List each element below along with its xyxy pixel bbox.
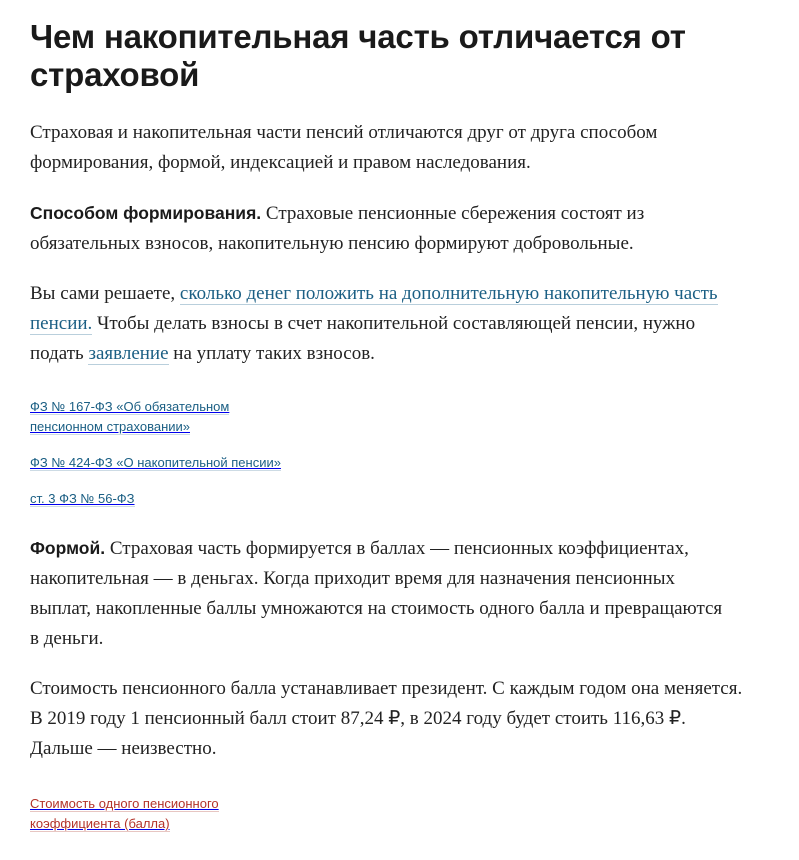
law-ref-56-fz-text: ст. 3 ФЗ № 56-ФЗ (30, 491, 135, 506)
section-heading: Чем накопительная часть отличается от страховой (30, 18, 686, 93)
application-link[interactable]: заявление (88, 343, 169, 364)
law-references (30, 397, 770, 509)
point-value-reference (30, 794, 770, 834)
contributions-text-after: на уплату таких взносов. (168, 343, 375, 364)
formation-paragraph (30, 198, 730, 259)
law-ref-167-fz-text: ФЗ № 167-ФЗ «Об обязательном пенсионном страховании» (30, 399, 230, 434)
form-paragraph (30, 533, 730, 654)
formation-text: Страховые пенсионные сбережения состоят из обязательных взносов, накопительную пенсию формируют добровольные. (30, 203, 645, 254)
point-value-paragraph: Стоимость пенсионного балла устанавливает президент. С каждым годом она меняется. В 2019 году 1 пенсионный балл стоит 87,24 ₽, в 2024 году будет стоить 116,63 ₽. Дальше — неизвестно. (30, 678, 743, 759)
point-value-ref-link[interactable] (30, 794, 270, 834)
point-value-ref-text: Стоимость одного пенсионного коэффициента (балла) (30, 796, 219, 831)
law-ref-167-fz[interactable] (30, 397, 270, 437)
contributions-paragraph (30, 279, 750, 369)
law-ref-424-fz-text: ФЗ № 424-ФЗ «О накопительной пенсии» (30, 455, 281, 470)
form-text: Страховая часть формируется в баллах — пенсионных коэффициентах, накопительная — в деньгах. Когда приходит время для назначения пенсионных выплат, накопленные баллы умножаются на стоимость одного балла и превращаются в деньги. (30, 538, 723, 649)
law-ref-56-fz[interactable] (30, 489, 770, 509)
formation-bold-lead: Способом формирования. (30, 203, 262, 223)
law-ref-424-fz[interactable] (30, 453, 770, 473)
how-much-money-link[interactable]: сколько денег положить на дополнительную накопительную часть пенсии. (30, 283, 718, 334)
contributions-text-middle: Чтобы делать взносы в счет накопительной составляющей пенсии, нужно подать (30, 313, 696, 364)
contributions-text-before: Вы сами решаете, (30, 283, 180, 304)
article-section (30, 0, 770, 850)
intro-paragraph: Страховая и накопительная части пенсий отличаются друг от друга способом формирования, формой, индексацией и правом наследования. (30, 122, 658, 173)
form-bold-lead: Формой. (30, 538, 106, 558)
